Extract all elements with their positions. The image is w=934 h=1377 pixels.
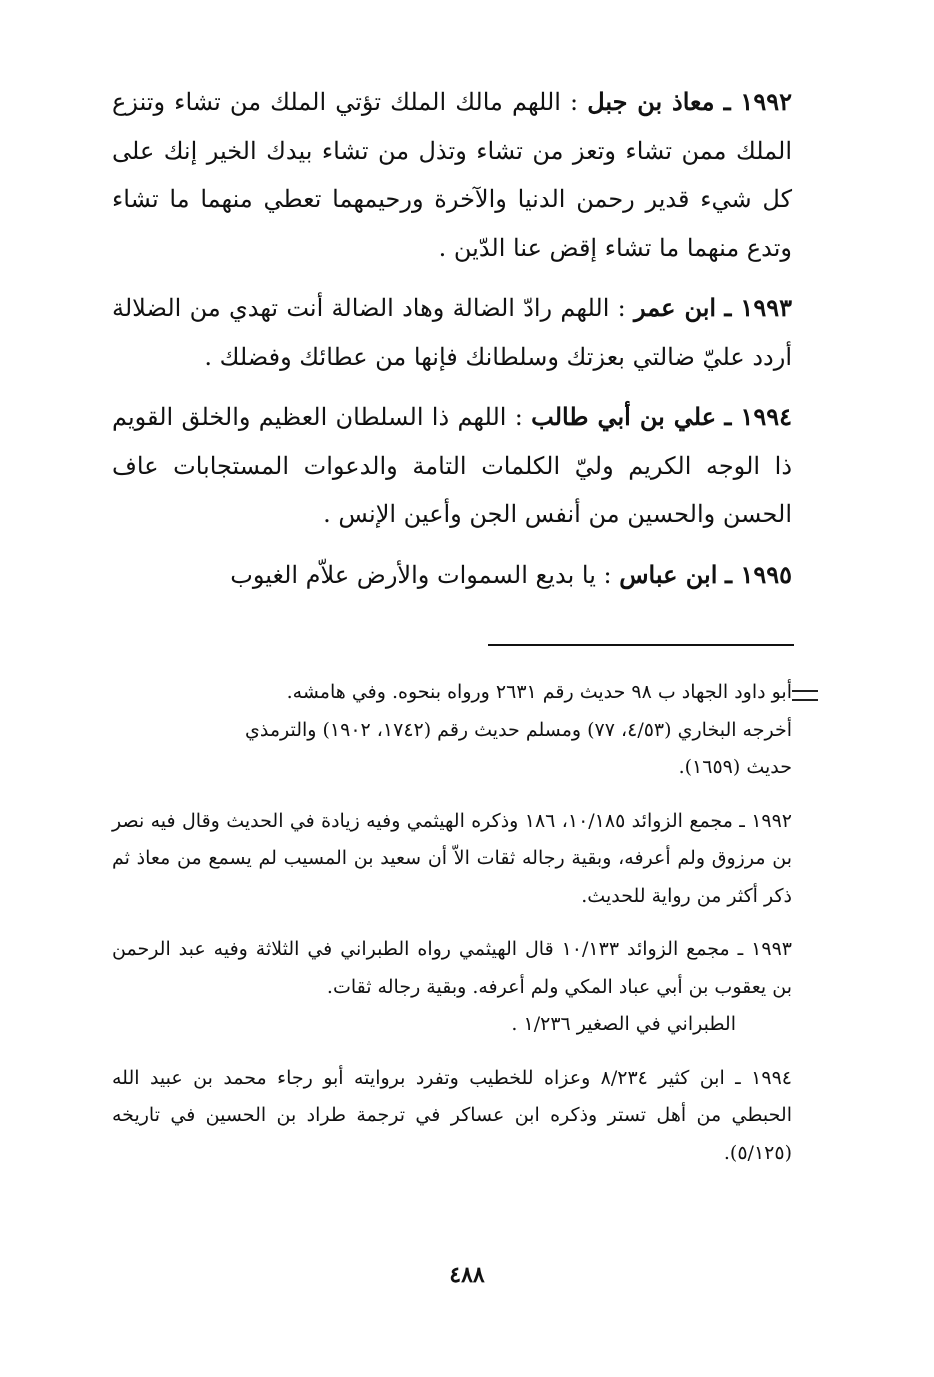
entry-text: : يا بديع السموات والأرض علاّم الغيوب [230,560,612,589]
footnote-divider [488,644,794,646]
entry-1992 [112,78,792,272]
entry-narrator: ابن عمر [634,293,717,322]
footnote-text: ١٩٩٢ ـ مجمع الزوائد ١٠/١٨٥، ١٨٦ وذكره الهيثمي وفيه زيادة في الحديث وقال فيه نصر بن مرزوق ولم أعرفه، وبقية رجاله ثقات الاّ أن سعيد بن المسيب لم يسمع من معاذ ثم ذكر أكثر من رواية للحديث. [112,809,793,907]
entry-number: ١٩٩٢ ـ [723,87,792,116]
footnote-line: أبو داود الجهاد ب ٩٨ حديث رقم ٢٦٣١ ورواه بنحوه. وفي هامشه. [286,681,792,703]
footnote-line: أخرجه البخاري (٤/٥٣، ٧٧) ومسلم حديث رقم (١٧٤٢، ١٩٠٢) والترمذي [244,718,792,741]
footnote-extra-reference: الطبراني في الصغير ١/٢٣٦ . [511,1013,736,1035]
footnote-1992 [112,803,792,916]
footnotes [112,674,792,1188]
footnote-continuation [112,674,792,787]
entry-number: ١٩٩٥ ـ [725,559,792,589]
entry-number: ١٩٩٤ ـ [724,402,792,431]
page-number: ٤٨٨ [449,1262,485,1288]
entry-text: : اللهم مالك الملك تؤتي الملك من تشاء وتنزع الملك ممن تشاء وتعز من تشاء وتذل من تشاء بيدك الخير إنك على كل شيء قدير رحمن الدنيا والآخرة ورحيمهما تعطي منهما ما تشاء وتدع منهما ما تشاء إقض عنا الدّين . [112,88,792,262]
footnote-continuation-marker [792,690,818,708]
entry-1993 [112,284,792,381]
entry-narrator: علي بن أبي طالب [531,402,717,431]
entry-1994 [112,393,792,539]
entry-1995 [112,551,792,600]
footnote-text: ١٩٩٣ ـ مجمع الزوائد ١٠/١٣٣ قال الهيثمي رواه الطبراني في الثلاثة وفيه عبد الرحمن بن يعقوب بن أبي عباد المكي ولم أعرفه. وبقية رجاله ثقات. [112,938,792,998]
footnote-line: حديث (١٦٥٩). [678,756,792,778]
footnote-text: ١٩٩٤ ـ ابن كثير ٨/٢٣٤ وعزاه للخطيب وتفرد بروايته أبو رجاء محمد بن عبيد الله الحبطي من أهل تستر وذكره ابن عساكر في ترجمة طراد بن الحسين في تاريخه (٥/١٢٥). [112,1066,792,1164]
entry-narrator: ابن عباس [619,559,718,589]
footnote-1993 [112,931,792,1044]
main-text [112,78,792,611]
entry-narrator: معاذ بن جبل [587,87,715,116]
entry-text: : اللهم ذا السلطان العظيم والخلق القويم ذا الوجه الكريم وليّ الكلمات التامة والدعوات المستجابات عاف الحسن والحسين من أنفس الجن وأعين الإنس . [112,403,792,528]
footnote-1994 [112,1060,792,1173]
entry-number: ١٩٩٣ ـ [724,293,792,322]
entry-text: : اللهم رادّ الضالة وهاد الضالة أنت تهدي من الضلالة أردد عليّ ضالتي بعزتك وسلطانك فإنها من عطائك وفضلك . [112,294,792,371]
